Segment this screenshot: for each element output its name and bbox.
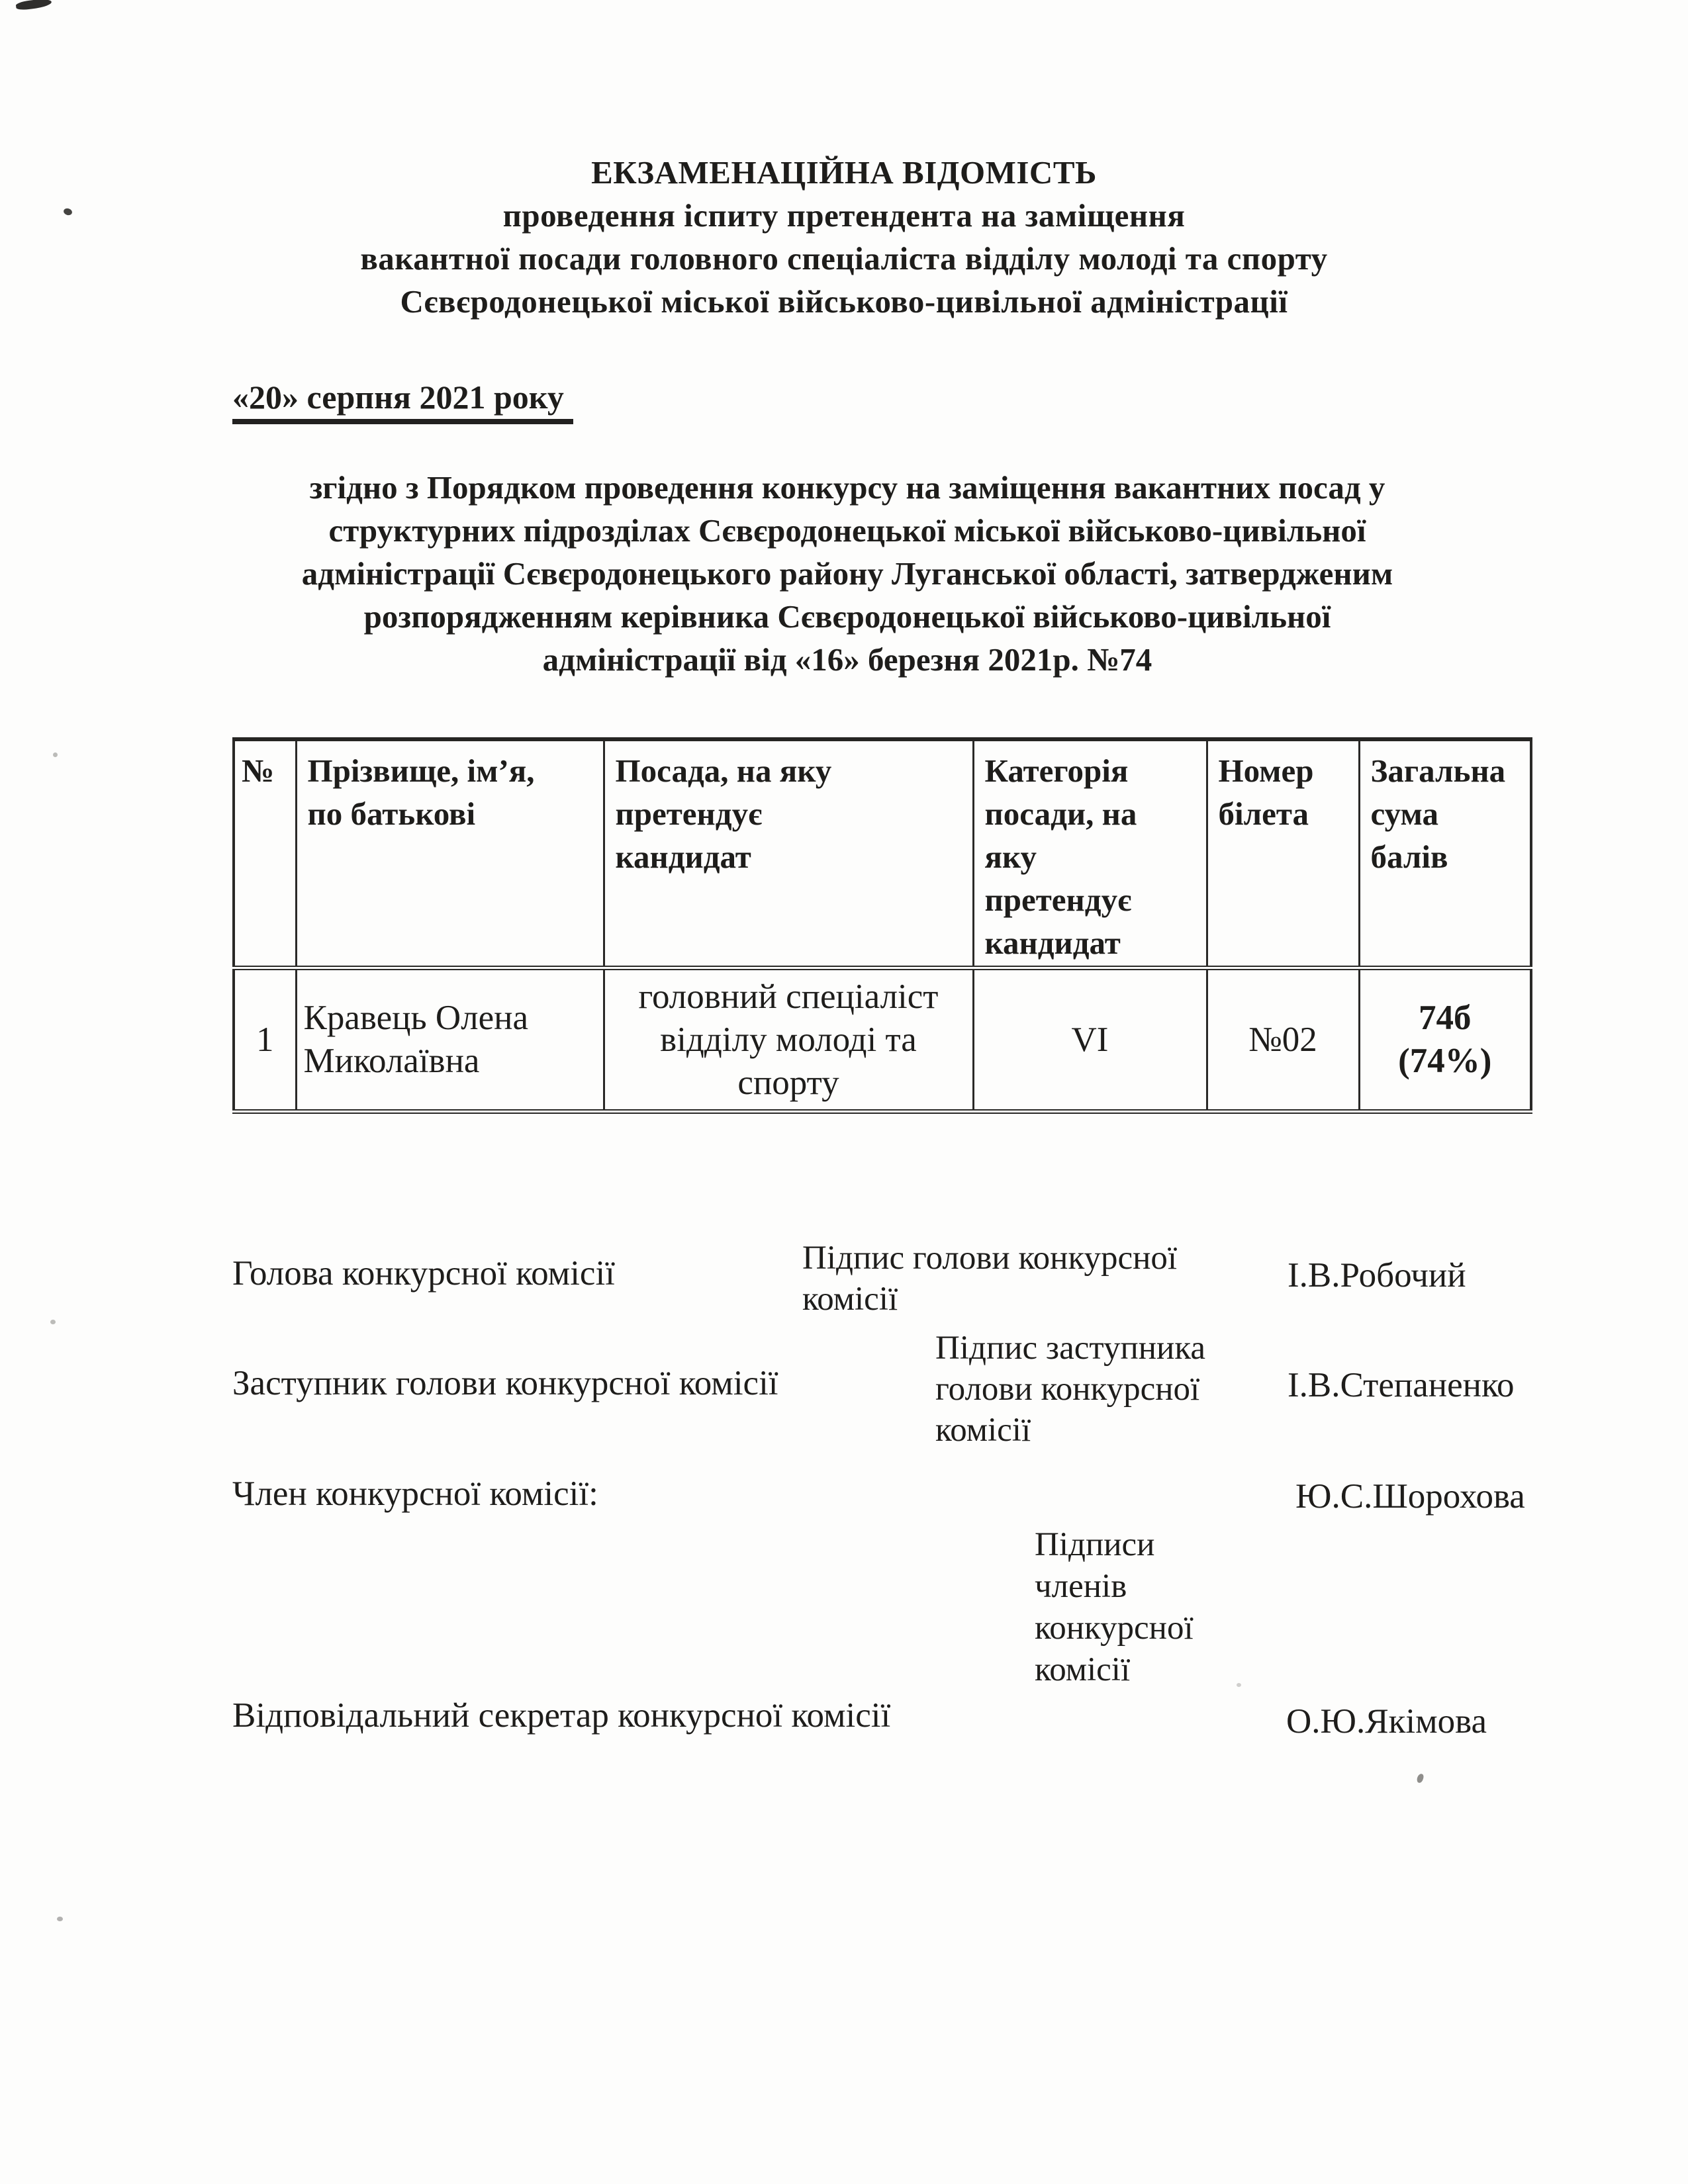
preamble-line: адміністрації Сєвєродонецького району Луганської області, затвердженим — [301, 555, 1393, 592]
cell-category: VI — [973, 968, 1207, 1112]
signature-label-deputy: Заступник голови конкурсної комісії — [232, 1364, 778, 1402]
table-header-row — [234, 739, 1531, 968]
preamble-line: структурних підрозділах Сєвєродонецької міської військово-цивільної — [328, 512, 1366, 549]
header-fullname: Прізвище, ім’я, по батькові — [296, 739, 604, 968]
header-category: Категорія посади, на яку претендує кандидат — [973, 739, 1207, 968]
table-body — [234, 968, 1531, 1112]
scan-speck — [57, 1917, 63, 1921]
exam-results-table — [232, 737, 1532, 1114]
signature-name-head: І.В.Робочий — [1288, 1256, 1466, 1295]
signature-name-secretary: О.Ю.Якімова — [1286, 1702, 1487, 1741]
scan-speck — [53, 752, 58, 757]
cell-total-score: 74б (74%) — [1359, 968, 1531, 1112]
preamble-line: адміністрації від «16» березня 2021р. №74 — [542, 641, 1152, 678]
preamble-paragraph — [215, 466, 1479, 681]
signature-label-member: Член конкурсної комісії: — [232, 1475, 598, 1513]
title-line-2: проведення іспиту претендента на заміщення — [502, 197, 1186, 234]
cell-ticket-number: №02 — [1207, 968, 1359, 1112]
table-row — [234, 968, 1531, 1112]
table-header — [234, 739, 1531, 968]
scan-speck — [1237, 1683, 1241, 1687]
signature-note-members: Підписи членів конкурсної комісії — [1035, 1526, 1194, 1688]
signature-label-secretary: Відповідальний секретар конкурсної комісії — [232, 1696, 891, 1735]
title-line-4: Сєвєродонецької міської військово-цивільної адміністрації — [400, 283, 1288, 320]
exam-date-text: «20» серпня 2021 року — [232, 379, 573, 424]
signature-label-head: Голова конкурсної комісії — [232, 1254, 615, 1293]
signature-name-member: Ю.С.Шорохова — [1295, 1477, 1525, 1516]
scan-speck — [15, 0, 52, 11]
header-total-score: Загальна сума балів — [1359, 739, 1531, 968]
signature-note-deputy: Підпис заступника голови конкурсної комісії — [935, 1330, 1205, 1449]
title-line-1: ЕКЗАМЕНАЦІЙНА ВІДОМІСТЬ — [591, 154, 1097, 191]
cell-candidate-name: Кравець Олена Миколаївна — [296, 968, 604, 1112]
preamble-line: згідно з Порядком проведення конкурсу на заміщення вакантних посад у — [309, 469, 1385, 506]
document-title — [0, 151, 1688, 323]
header-ticket-number: Номер білета — [1207, 739, 1359, 968]
header-number: № — [234, 739, 296, 968]
title-line-3: вакантної посади головного спеціаліста відділу молоді та спорту — [360, 240, 1328, 277]
signature-note-head: Підпис голови конкурсної комісії — [802, 1240, 1178, 1318]
signature-name-deputy: І.В.Степаненко — [1288, 1366, 1515, 1404]
header-position: Посада, на яку претендує кандидат — [604, 739, 973, 968]
cell-position: головний спеціаліст відділу молоді та спорту — [604, 968, 973, 1112]
exam-date — [232, 379, 573, 424]
preamble-line: розпорядженням керівника Сєвєродонецької військово-цивільної — [363, 598, 1331, 635]
scan-speck — [1416, 1773, 1424, 1784]
cell-row-number: 1 — [234, 968, 296, 1112]
scan-speck — [50, 1320, 56, 1324]
